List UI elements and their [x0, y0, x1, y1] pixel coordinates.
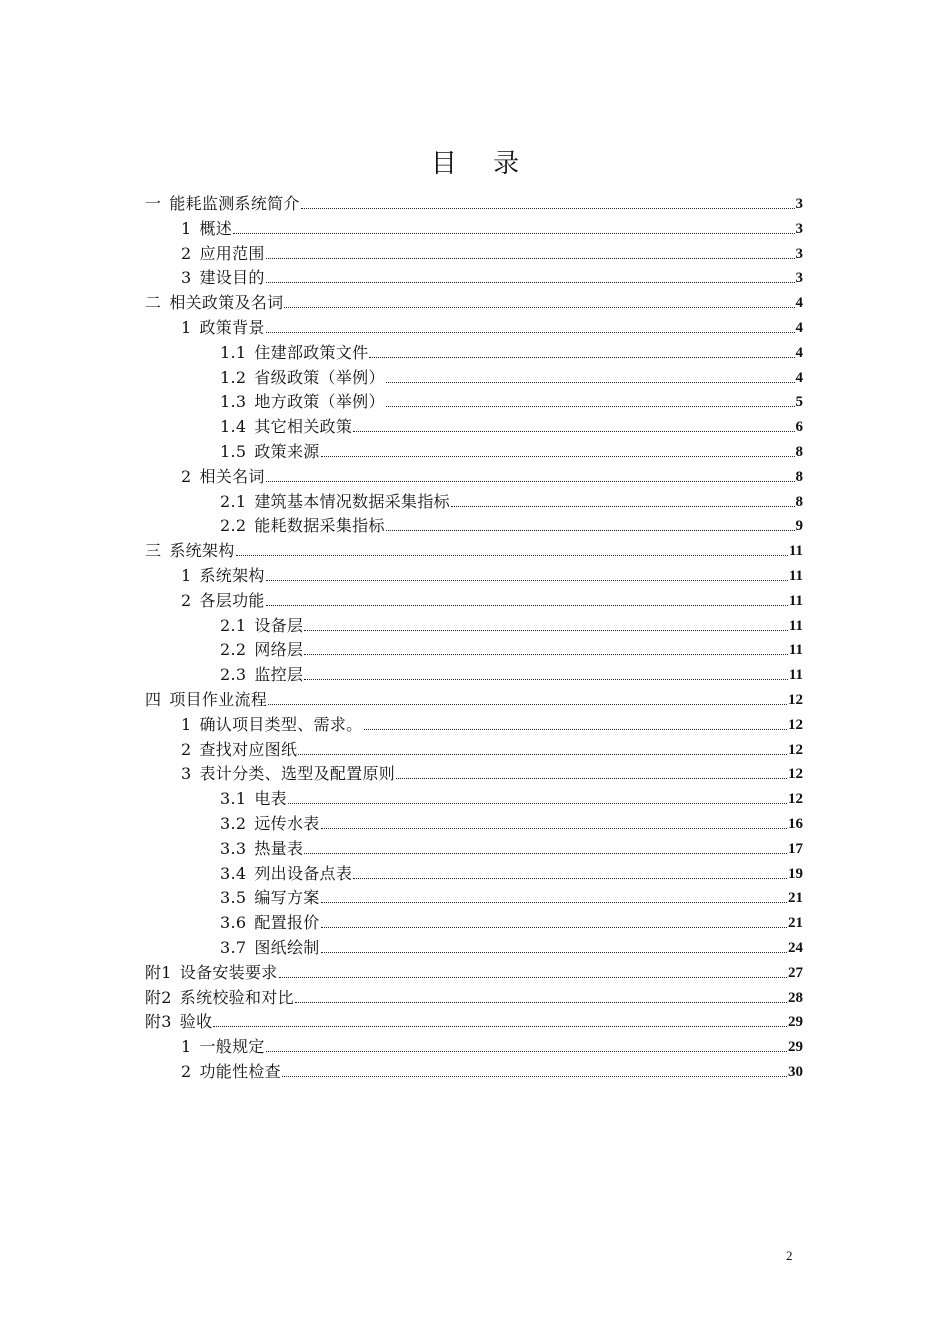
toc-entry-text: 能耗监测系统简介: [169, 194, 300, 213]
dot-leader: [321, 456, 795, 457]
toc-entry-text: 地方政策（举例）: [254, 392, 385, 412]
dot-leader: [266, 282, 795, 283]
toc-entry-page: 21: [788, 890, 803, 907]
toc-entry[interactable]: [181, 1033, 803, 1058]
dot-leader: [386, 406, 795, 407]
toc-entry-number: 3.5: [220, 888, 247, 908]
toc-entry-label: [181, 763, 395, 785]
toc-entry[interactable]: [145, 984, 803, 1009]
toc-entry-number: 三: [145, 541, 162, 561]
toc-entry-number: 3: [181, 268, 192, 288]
toc-entry-number: 四: [145, 690, 162, 709]
toc-entry-text: 能耗数据采集指标: [254, 516, 385, 536]
toc-entry-text: 相关名词: [199, 466, 265, 486]
toc-entry-page: 3: [795, 245, 803, 262]
toc-entry-number: 2: [181, 466, 192, 486]
toc-entry-label: [220, 838, 303, 860]
toc-entry-page: 24: [788, 940, 803, 956]
toc-entry-text: 相关政策及名词: [169, 293, 284, 313]
toc-entry-page: 11: [788, 642, 803, 659]
toc-entry-label: [181, 466, 265, 488]
toc-entry-page: 19: [788, 865, 803, 882]
toc-entry-number: 1: [181, 714, 192, 734]
toc-entry[interactable]: [220, 661, 803, 686]
toc-entry-number: 3.4: [220, 863, 247, 883]
dot-leader: [321, 902, 787, 903]
toc-entry-label: [145, 962, 278, 984]
dot-leader: [321, 952, 787, 953]
toc-entry-number: 3.3: [220, 838, 247, 858]
toc-entry-text: 热量表: [254, 838, 304, 858]
dot-leader: [353, 878, 787, 879]
toc-entry[interactable]: [220, 364, 803, 389]
toc-entry-text: 电表: [254, 789, 287, 809]
dot-leader: [266, 332, 795, 333]
toc-entry[interactable]: [220, 860, 803, 885]
toc-entry-label: [181, 317, 265, 339]
dot-leader: [321, 927, 787, 928]
toc-entry-text: 图纸绘制: [254, 938, 320, 957]
toc-entry-text: 其它相关政策: [254, 417, 353, 437]
toc-entry-page: 12: [788, 766, 803, 783]
toc-entry-label: [220, 664, 303, 686]
toc-entry-page: 8: [795, 493, 803, 510]
toc-entry-page: 21: [788, 915, 803, 932]
toc-entry-label: [220, 391, 385, 413]
toc-entry-page: 11: [788, 667, 803, 684]
toc-entry[interactable]: [181, 215, 803, 240]
toc-entry-label: [220, 367, 385, 389]
toc-entry[interactable]: [220, 909, 803, 934]
toc-entry-number: 2.2: [220, 640, 247, 660]
toc-entry-label: [145, 689, 267, 711]
toc-entry-number: 附1: [145, 962, 172, 982]
toc-entry-page: 4: [795, 344, 803, 361]
toc-entry[interactable]: [145, 959, 803, 984]
dot-leader: [386, 530, 795, 531]
toc-entry-number: 3.6: [220, 913, 247, 933]
toc-title: 目 录: [430, 149, 534, 179]
toc-entry-text: 查找对应图纸: [199, 739, 298, 759]
toc-entry-number: 3.1: [220, 789, 247, 809]
toc-entry-text: 确认项目类型、需求。: [199, 714, 363, 734]
toc-entry-number: 2: [181, 590, 192, 610]
toc-entry-label: [145, 987, 294, 1009]
toc-entry-page: 3: [795, 270, 803, 287]
dot-leader: [284, 307, 794, 308]
toc-entry-page: 12: [788, 692, 803, 708]
toc-entry-page: 12: [788, 741, 803, 758]
toc-entry-page: 12: [788, 716, 803, 733]
toc-entry[interactable]: [145, 686, 803, 711]
toc-entry-text: 系统校验和对比: [179, 987, 294, 1007]
dot-leader: [353, 431, 794, 432]
toc-entry-number: 3: [181, 764, 192, 784]
toc-entry-label: [220, 441, 320, 463]
toc-entry[interactable]: [145, 537, 803, 562]
dot-leader: [266, 580, 788, 581]
toc-entry-text: 远传水表: [254, 814, 320, 833]
toc-entry-label: [220, 491, 450, 513]
dot-leader: [213, 1026, 787, 1027]
toc-entry-page: 11: [788, 543, 803, 560]
toc-entry-number: 1.3: [220, 392, 247, 412]
dot-leader: [266, 605, 788, 606]
dot-leader: [298, 754, 787, 755]
toc-entry[interactable]: [181, 1058, 803, 1083]
dot-leader: [451, 506, 795, 507]
toc-entry[interactable]: [220, 488, 803, 513]
dot-leader: [364, 729, 788, 730]
toc-entry-text: 设备安装要求: [179, 962, 278, 982]
toc-entry-number: 3.7: [220, 938, 247, 957]
toc-entry[interactable]: [181, 463, 803, 488]
toc-entry-label: [145, 1011, 212, 1033]
toc-entry[interactable]: [181, 314, 803, 339]
toc-entry-page: 9: [795, 518, 803, 535]
toc-entry-text: 各层功能: [199, 590, 265, 610]
toc-entry-label: [145, 540, 235, 562]
toc-entry-text: 政策来源: [254, 442, 320, 461]
page-number: 2: [786, 1248, 793, 1263]
toc-entry[interactable]: [220, 512, 803, 537]
toc-entry-page: 8: [795, 468, 803, 485]
toc-entry[interactable]: [220, 388, 803, 413]
toc-entry-text: 省级政策（举例）: [254, 367, 385, 387]
toc-entry-number: 2.1: [220, 615, 247, 635]
toc-entry-text: 一般规定: [199, 1037, 265, 1057]
toc-entry[interactable]: [220, 835, 803, 860]
toc-entry-label: [181, 590, 265, 612]
toc-entry-number: 3.2: [220, 814, 247, 833]
toc-entry-page: 29: [788, 1039, 803, 1056]
toc-entry-page: 16: [788, 816, 803, 832]
dot-leader: [321, 828, 787, 829]
toc-entry-page: 4: [795, 320, 803, 336]
toc-entry-number: 1: [181, 318, 192, 337]
toc-entry[interactable]: [181, 711, 803, 736]
toc-entry-text: 编写方案: [254, 888, 320, 908]
toc-entry-text: 概述: [199, 218, 233, 238]
toc-entry-number: 1.2: [220, 367, 247, 387]
toc-entry[interactable]: [145, 1008, 803, 1033]
toc-entry-label: [220, 788, 287, 810]
toc-entry-label: [145, 292, 283, 314]
dot-leader: [266, 258, 795, 259]
toc-entry-page: 8: [795, 444, 803, 460]
toc-entry-label: [220, 639, 303, 661]
toc-entry-text: 表计分类、选型及配置原则: [199, 764, 396, 784]
toc-entry-page: 5: [795, 394, 803, 411]
dot-leader: [266, 481, 795, 482]
toc-entry-label: [220, 937, 320, 959]
toc-entry-page: 27: [788, 964, 803, 981]
toc-entry-label: [181, 739, 297, 761]
toc-entry[interactable]: [181, 587, 803, 612]
dot-leader: [304, 679, 788, 680]
toc-entry-number: 一: [145, 194, 162, 213]
toc-entry-label: [181, 714, 363, 736]
toc-entry[interactable]: [220, 884, 803, 909]
toc-entry-number: 二: [145, 293, 162, 313]
toc-entry-page: 12: [788, 791, 803, 808]
toc-entry[interactable]: [220, 810, 803, 835]
toc-entry-number: 1.1: [220, 342, 247, 362]
dot-leader: [304, 630, 788, 631]
toc-entry-page: 28: [788, 989, 803, 1006]
toc-entry-label: [181, 243, 265, 265]
dot-leader: [282, 1076, 787, 1077]
toc-entry-page: 30: [788, 1064, 803, 1080]
toc-entry-number: 2: [181, 1062, 192, 1081]
toc-entry-text: 建筑基本情况数据采集指标: [254, 491, 450, 511]
toc-entry[interactable]: [220, 785, 803, 810]
toc-entry[interactable]: [145, 289, 803, 314]
dot-leader: [304, 654, 788, 655]
toc-entry-label: [181, 1061, 281, 1083]
toc-entry-label: [220, 515, 385, 537]
toc-entry-number: 1: [181, 1037, 192, 1057]
toc-entry-label: [220, 416, 352, 438]
dot-leader: [369, 357, 794, 358]
toc-entry-number: 1.4: [220, 417, 247, 437]
dot-leader: [279, 977, 787, 978]
toc-entry-text: 政策背景: [199, 318, 265, 337]
toc-entry-text: 系统架构: [169, 541, 235, 561]
toc-entry-text: 应用范围: [199, 243, 265, 263]
toc-entry[interactable]: [220, 339, 803, 364]
toc-entry[interactable]: [220, 934, 803, 959]
toc-entry[interactable]: [181, 736, 803, 761]
toc-entry-label: [220, 887, 320, 909]
dot-leader: [295, 1002, 787, 1003]
toc-entry-number: 2: [181, 739, 192, 759]
dot-leader: [386, 382, 795, 383]
toc-entry-page: 29: [788, 1014, 803, 1031]
toc-entry-number: 1: [181, 566, 192, 585]
toc-entry-label: [220, 615, 303, 637]
toc-entry-page: 11: [788, 568, 803, 584]
toc-entry-text: 项目作业流程: [169, 690, 268, 709]
toc-entry-text: 配置报价: [254, 913, 320, 933]
toc-entry-text: 验收: [179, 1012, 213, 1032]
toc-entry-text: 监控层: [254, 665, 304, 685]
toc-entry-text: 系统架构: [199, 566, 265, 585]
toc-entry-number: 1: [181, 218, 192, 238]
toc-entry[interactable]: [181, 562, 803, 587]
toc-entry[interactable]: [181, 264, 803, 289]
toc-entry-number: 2.3: [220, 665, 247, 685]
toc-entry-text: 列出设备点表: [254, 863, 353, 883]
toc-entry-label: [181, 565, 265, 587]
toc-entry-label: [220, 863, 352, 885]
toc-entry-number: 附3: [145, 1012, 172, 1032]
dot-leader: [236, 555, 788, 556]
toc-entry[interactable]: [220, 612, 803, 637]
toc-entry-page: 3: [795, 196, 803, 212]
toc-entry[interactable]: [220, 438, 803, 463]
dot-leader: [288, 803, 787, 804]
toc-entry-page: 4: [795, 295, 803, 312]
toc-entry-page: 11: [788, 617, 803, 634]
toc-entry-label: [145, 193, 300, 215]
toc-entry-number: 附2: [145, 987, 172, 1007]
toc-entry-text: 功能性检查: [199, 1062, 281, 1081]
toc-entry-label: [220, 813, 320, 835]
dot-leader: [304, 853, 787, 854]
dot-leader: [233, 233, 794, 234]
toc-entry-page: 3: [795, 220, 803, 237]
toc-entry[interactable]: [145, 190, 803, 215]
toc-entry-text: 建设目的: [199, 268, 265, 288]
toc-entry-text: 住建部政策文件: [254, 342, 369, 362]
toc-entry-label: [181, 218, 232, 240]
toc-entry-label: [220, 912, 320, 934]
dot-leader: [396, 778, 787, 779]
toc-entry-number: 2: [181, 243, 192, 263]
toc-entry[interactable]: [220, 413, 803, 438]
toc-entry-page: 6: [795, 419, 803, 436]
toc-entry-label: [220, 342, 368, 364]
toc-entry[interactable]: [220, 636, 803, 661]
toc-entry-label: [181, 267, 265, 289]
toc-entry-number: 1.5: [220, 442, 247, 461]
dot-leader: [301, 208, 795, 209]
toc-entry[interactable]: [181, 760, 803, 785]
toc-entry[interactable]: [181, 240, 803, 265]
toc-entry-number: 2.1: [220, 491, 247, 511]
toc-entry-page: 17: [788, 840, 803, 857]
dot-leader: [268, 704, 787, 705]
toc-entry-page: 11: [788, 592, 803, 609]
dot-leader: [266, 1051, 787, 1052]
toc-entry-text: 设备层: [254, 615, 304, 635]
toc-entry-label: [181, 1036, 265, 1058]
toc-entry-number: 2.2: [220, 516, 247, 536]
toc-entry-text: 网络层: [254, 640, 304, 660]
toc-entry-page: 4: [795, 369, 803, 386]
